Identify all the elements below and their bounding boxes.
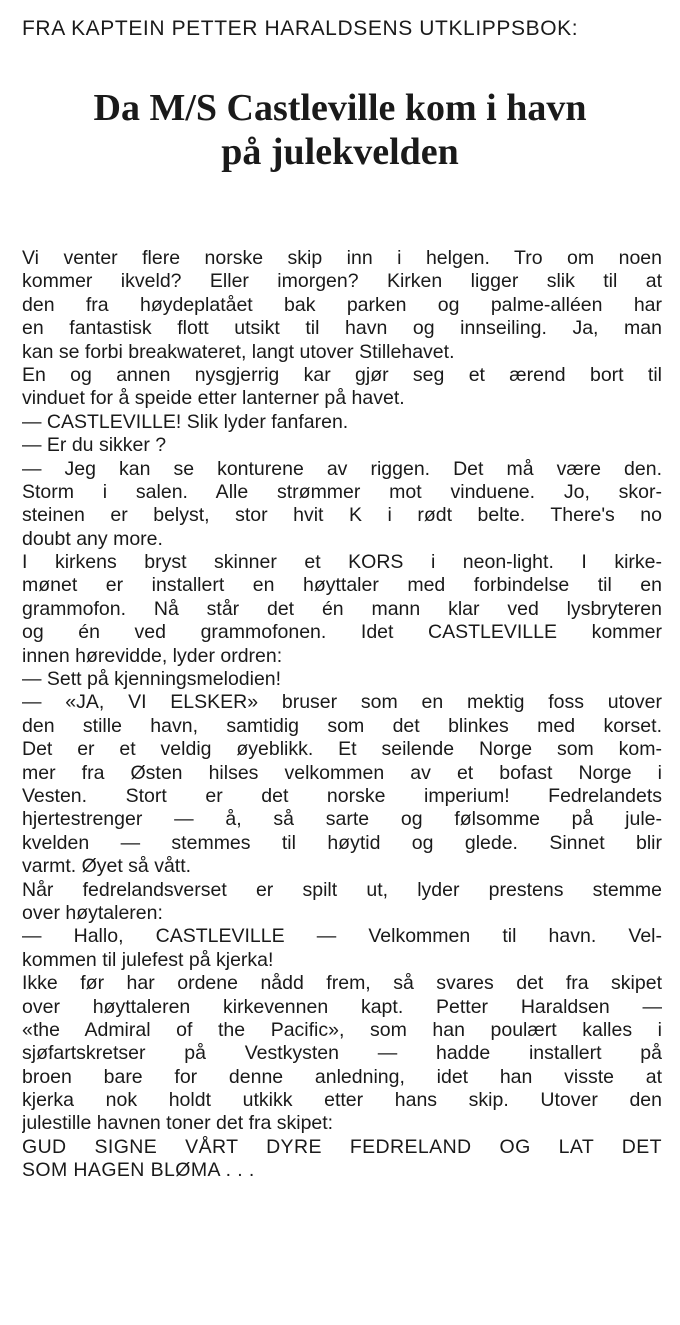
body-line: julestille havnen toner det fra skipet: [22, 1112, 334, 1135]
body-line: SOM HAGEN BLØMA . . . [22, 1159, 255, 1182]
body-line: og én ved grammofonen. Idet CASTLEVILLE kommer [22, 621, 662, 644]
body-line: innen hørevidde, lyder ordren: [22, 644, 283, 667]
body-line: sjøfartskretser på Vestkysten — hadde installert på [22, 1042, 662, 1065]
body-line: broen bare for denne anledning, idet han visste at [22, 1065, 662, 1088]
body-line: Når fedrelandsverset er spilt ut, lyder prestens stemme [22, 878, 662, 901]
body-line: over høyttaleren kirkevennen kapt. Petter Haraldsen — [22, 995, 662, 1018]
body-line: hjertestrenger — å, så sarte og følsomme på jule- [22, 808, 662, 831]
body-line: — CASTLEVILLE! Slik lyder fanfaren. [22, 410, 349, 433]
body-line: kjerka nok holdt utkikk etter hans skip. Utover den [22, 1089, 662, 1112]
body-line: over høytaleren: [22, 901, 163, 924]
body-line: kan se forbi breakwateret, langt utover Stillehavet. [22, 340, 455, 363]
article-headline [0, 86, 680, 174]
body-line: — Hallo, CASTLEVILLE — Velkommen til havn. Vel- [22, 925, 662, 948]
body-line: vinduet for å speide etter lanterner på havet. [22, 387, 405, 410]
body-line: en fantastisk flott utsikt til havn og innseiling. Ja, man [22, 317, 662, 340]
body-line: den fra høydeplatået bak parken og palme-alléen har [22, 293, 662, 316]
body-line: kommen til julefest på kjerka! [22, 948, 274, 971]
body-line: En og annen nysgjerrig kar gjør seg et ærend bort til [22, 363, 662, 386]
body-line: — «JA, VI ELSKER» bruser som en mektig foss utover [22, 691, 662, 714]
body-line: kommer ikveld? Eller imorgen? Kirken ligger slik til at [22, 270, 662, 293]
body-line: GUD SIGNE VÅRT DYRE FEDRELAND OG LAT DET [22, 1135, 662, 1158]
body-line: mønet er installert en høyttaler med forbindelse til en [22, 574, 662, 597]
body-line: Vi venter flere norske skip inn i helgen. Tro om noen [22, 247, 662, 269]
body-line: varmt. Øyet så vått. [22, 855, 192, 878]
body-line: Storm i salen. Alle strømmer mot vinduene. Jo, skor- [22, 480, 662, 503]
body-line: Det er et veldig øyeblikk. Et seilende Norge som kom- [22, 738, 662, 761]
body-line: I kirkens bryst skinner et KORS i neon-light. I kirke- [22, 551, 662, 574]
body-line: kvelden — stemmes til høytid og glede. Sinnet blir [22, 831, 662, 854]
body-line: steinen er belyst, stor hvit K i rødt belte. There's no [22, 504, 662, 527]
body-line: — Er du sikker ? [22, 434, 167, 457]
headline-line-2: på julekvelden [221, 131, 459, 173]
body-line: — Sett på kjenningsmelodien! [22, 668, 282, 691]
body-line: — Jeg kan se konturene av riggen. Det må være den. [22, 457, 662, 480]
body-line: grammofon. Nå står det én mann klar ved lysbryteren [22, 597, 662, 620]
article-body [22, 247, 662, 1183]
body-line: Ikke før har ordene nådd frem, så svares det fra skipet [22, 972, 662, 995]
body-line: mer fra Østen hilses velkommen av et bofast Norge i [22, 761, 662, 784]
body-line: Vesten. Stort er det norske imperium! Fedrelandets [22, 784, 662, 807]
headline-line-1: Da M/S Castleville kom i havn [93, 87, 587, 129]
body-line: «the Admiral of the Pacific», som han poulært kalles i [22, 1018, 662, 1041]
body-line: den stille havn, samtidig som det blinkes med korset. [22, 714, 662, 737]
article-kicker: FRA KAPTEIN PETTER HARALDSENS UTKLIPPSBOK: [22, 17, 579, 40]
body-line: doubt any more. [22, 527, 163, 550]
